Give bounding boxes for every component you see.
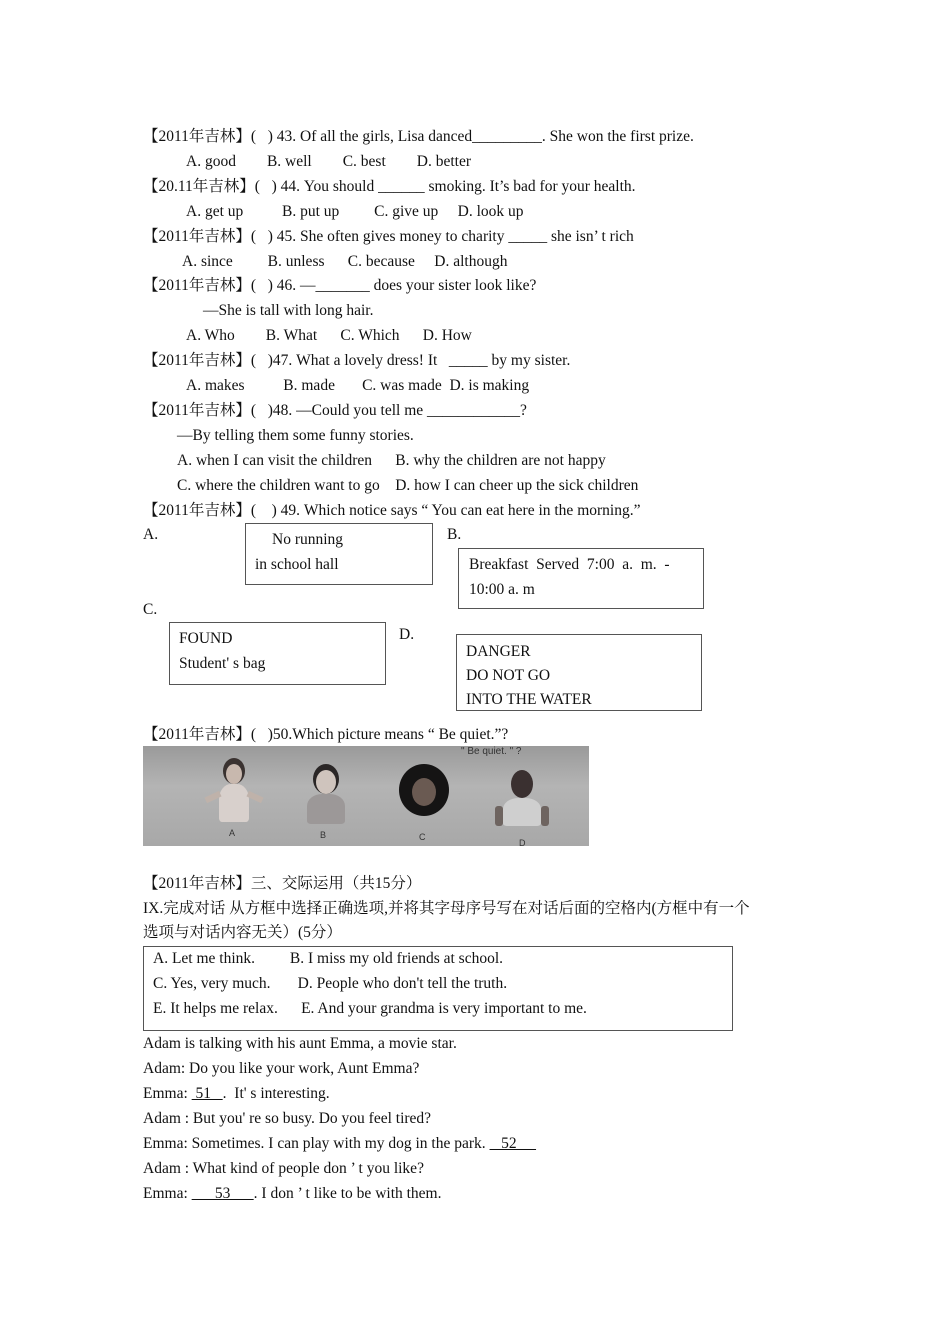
- blank-53[interactable]: 53: [191, 1185, 254, 1202]
- option-c-label: C.: [143, 601, 158, 618]
- dialogue-line-5: Adam : What kind of people don ’ t you like?: [143, 1160, 424, 1177]
- option-b-label: B.: [447, 526, 462, 543]
- choice-row-3: E. It helps me relax. E. And your grandma is very important to me.: [153, 1000, 587, 1017]
- question-48-options-ab: A. when I can visit the children B. why the children are not happy: [177, 452, 606, 469]
- option-a-label: A.: [143, 526, 159, 543]
- picture-a-label: A: [229, 828, 236, 838]
- section-instruction-1: IX.完成对话 从方框中选择正确选项,并将其字母序号写在对话后面的空格内(方框中有一个: [143, 900, 750, 917]
- dialogue-line-2: [143, 1084, 330, 1104]
- question-46-options: A. Who B. What C. Which D. How: [186, 327, 472, 344]
- question-47-options: A. makes B. made C. was made D. is making: [186, 377, 530, 394]
- notice-c-line-2: Student' s bag: [179, 655, 266, 672]
- dialogue-line-2-text: . It' s interesting.: [222, 1085, 330, 1102]
- dialogue-intro: Adam is talking with his aunt Emma, a movie star.: [143, 1035, 457, 1052]
- notice-d-line-2: DO NOT GO: [466, 667, 551, 684]
- question-48-options-cd: C. where the children want to go D. how I can cheer up the sick children: [177, 477, 639, 494]
- dialogue-line-6-speaker: Emma:: [143, 1185, 192, 1202]
- question-43-options: A. good B. well C. best D. better: [186, 153, 472, 170]
- dialogue-line-3: Adam : But you' re so busy. Do you feel tired?: [143, 1110, 432, 1127]
- notice-a: [245, 523, 433, 585]
- dialogue-line-2-speaker: Emma:: [143, 1085, 192, 1102]
- question-46-answer: —She is tall with long hair.: [203, 302, 374, 319]
- question-50-stem: 【2011年吉林】( )50.Which picture means “ Be quiet.”?: [143, 726, 509, 743]
- dialogue-line-4-text: Emma: Sometimes. I can play with my dog in the park.: [143, 1135, 490, 1152]
- question-49-stem: 【2011年吉林】( ) 49. Which notice says “ You can eat here in the morning.”: [143, 502, 641, 519]
- picture-c-label: C: [419, 832, 426, 842]
- question-46-stem: 【2011年吉林】( ) 46. —_______ does your sister look like?: [143, 277, 537, 294]
- notice-a-line-1: No running: [272, 531, 344, 548]
- question-44-options: A. get up B. put up C. give up D. look up: [186, 203, 524, 220]
- dialogue-line-6-text: . I don ’ t like to be with them.: [253, 1185, 442, 1202]
- notice-d-line-1: DANGER: [466, 643, 531, 660]
- notice-d-line-3: INTO THE WATER: [466, 691, 592, 708]
- q50-photo: [143, 746, 589, 846]
- picture-b: [301, 760, 351, 845]
- question-43-stem: 【2011年吉林】( ) 43. Of all the girls, Lisa danced_________. She won the first prize.: [143, 128, 694, 145]
- notice-c-line-1: FOUND: [179, 630, 233, 647]
- choice-box: [143, 946, 733, 1031]
- blank-52[interactable]: 52: [489, 1135, 537, 1152]
- dialogue-line-1: Adam: Do you like your work, Aunt Emma?: [143, 1060, 420, 1077]
- dialogue-line-6: [143, 1184, 442, 1204]
- picture-d: [493, 766, 553, 846]
- choice-row-1: A. Let me think. B. I miss my old friends at school.: [153, 950, 504, 967]
- blank-51[interactable]: 51: [191, 1085, 223, 1102]
- question-47-stem: 【2011年吉林】( )47. What a lovely dress! It _____ by my sister.: [143, 352, 571, 369]
- picture-b-label: B: [320, 830, 327, 840]
- question-45-options: A. since B. unless C. because D. although: [182, 253, 508, 270]
- choice-row-2: C. Yes, very much. D. People who don't tell the truth.: [153, 975, 508, 992]
- notice-b: [458, 548, 704, 609]
- question-48-stem: 【2011年吉林】( )48. —Could you tell me ____________?: [143, 402, 527, 419]
- section-heading: 【2011年吉林】三、交际运用（共15分）: [143, 875, 422, 892]
- question-45-stem: 【2011年吉林】( ) 45. She often gives money to charity _____ she isn’ t rich: [143, 228, 634, 245]
- option-d-label: D.: [399, 626, 415, 643]
- photo-caption: " Be quiet. " ?: [461, 746, 522, 757]
- notice-b-line-2: 10:00 a. m: [469, 581, 535, 598]
- question-44-stem: 【20.11年吉林】( ) 44. You should ______ smoking. It’s bad for your health.: [143, 178, 636, 195]
- section-instruction-2: 选项与对话内容无关）(5分）: [143, 924, 342, 941]
- question-48-answer: —By telling them some funny stories.: [177, 427, 414, 444]
- notice-d: [456, 634, 702, 711]
- notice-c: [169, 622, 386, 685]
- picture-a: [205, 756, 265, 841]
- dialogue-line-4: [143, 1134, 536, 1154]
- notice-b-line-1: Breakfast Served 7:00 a. m. -: [469, 556, 670, 573]
- notice-a-line-2: in school hall: [255, 556, 339, 573]
- picture-c: [395, 760, 455, 846]
- picture-d-label: D: [519, 838, 526, 846]
